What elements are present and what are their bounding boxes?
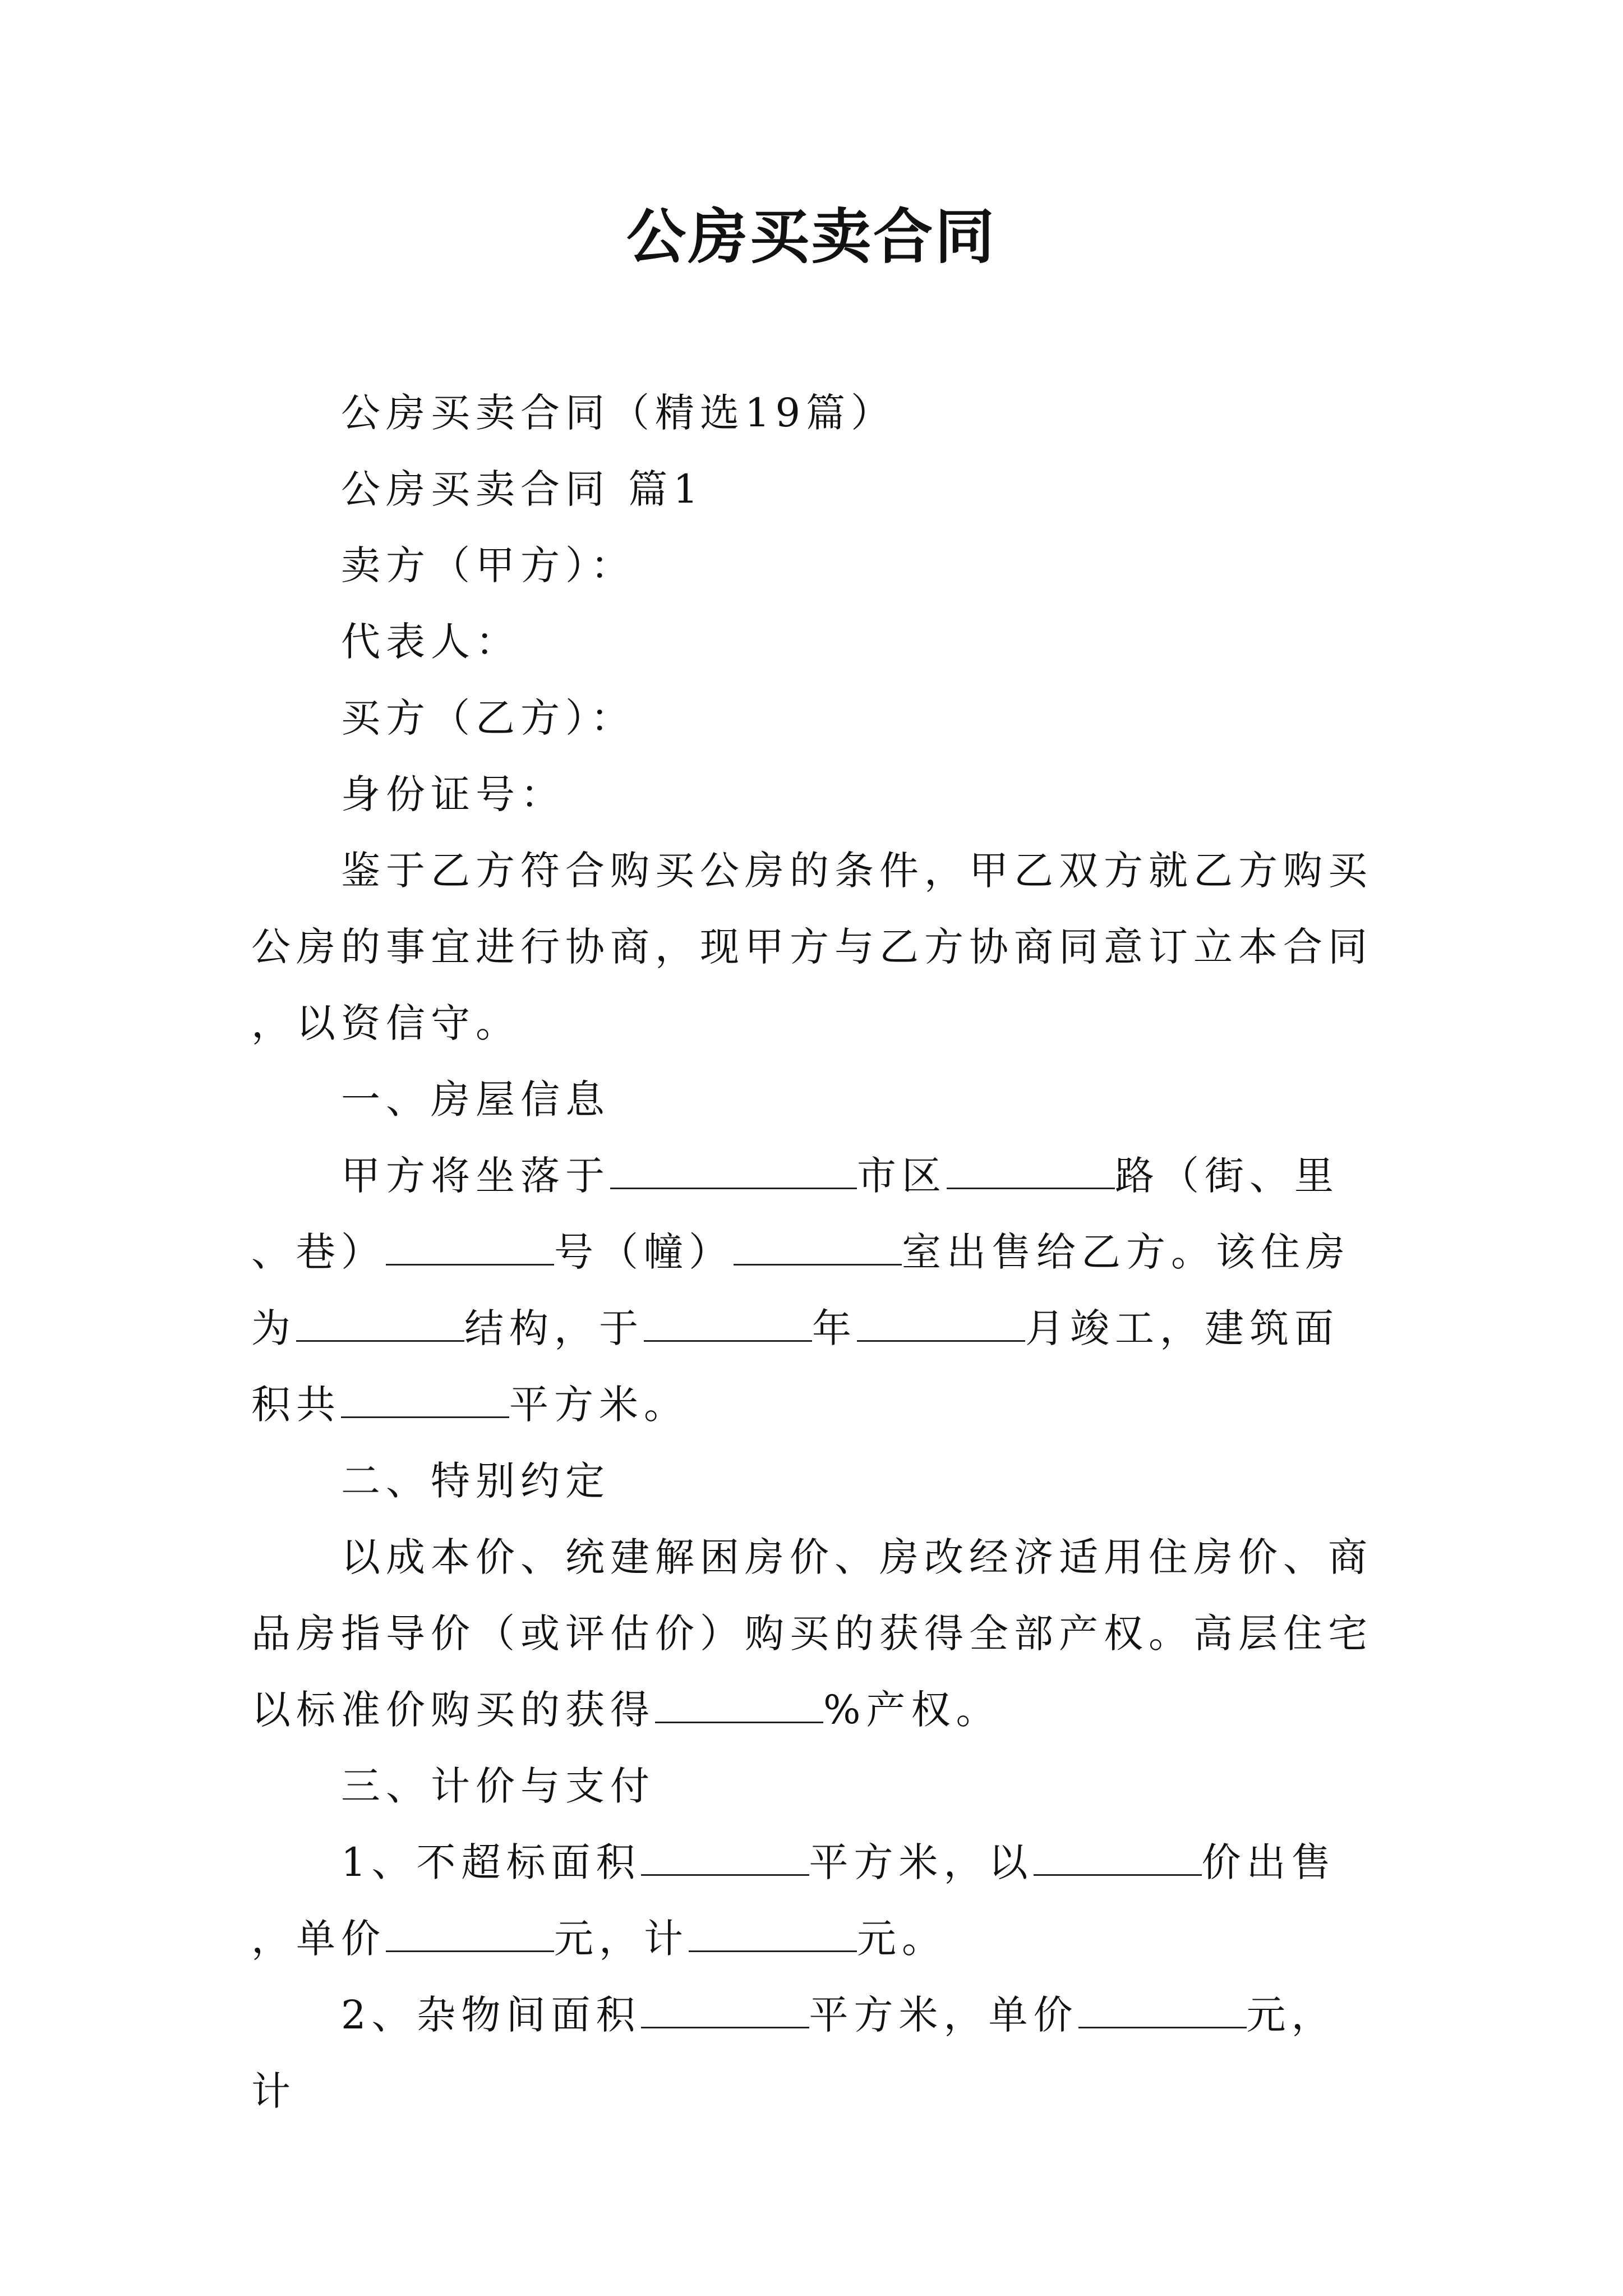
- heading-special-terms: 二、特别约定: [341, 1458, 610, 1504]
- blank-percent: [655, 1687, 823, 1723]
- pay1-text-3: 价出售，单价: [251, 1839, 1336, 1962]
- house-text-7: 年: [812, 1305, 857, 1351]
- blank-unit-price: [386, 1916, 554, 1952]
- special-text-1: 以成本价、统建解困房价、房改经济适用住房价、商品房指导价（或评估价）购买的获得全部产权。高层住宅以标准价购买的获得: [251, 1534, 1373, 1733]
- blank-road: [947, 1153, 1115, 1189]
- blank-area: [341, 1382, 509, 1418]
- pay2-text-1: 2、杂物间面积: [341, 1992, 641, 2038]
- blank-year: [644, 1305, 812, 1342]
- representative-label: 代表人：: [341, 619, 520, 665]
- pay1-text-5: 元。: [857, 1916, 947, 1962]
- preamble-paragraph: 鉴于乙方符合购买公房的条件，甲乙双方就乙方购买公房的事宜进行协商，现甲方与乙方协商同意订立本合同，以资信守。: [251, 848, 1373, 1046]
- house-text-1: 甲方将坐落于: [341, 1153, 610, 1199]
- special-terms-paragraph: [251, 1519, 1378, 1748]
- blank-month: [857, 1305, 1025, 1342]
- heading-pricing: 三、计价与支付: [341, 1763, 655, 1809]
- blank-storage-unit-price: [1078, 1992, 1247, 2028]
- blank-total: [689, 1916, 857, 1952]
- blank-structure: [296, 1305, 464, 1342]
- blank-standard-area: [641, 1839, 809, 1876]
- house-text-5: 室出售给乙方。该住房为: [251, 1229, 1350, 1351]
- blank-location: [610, 1153, 857, 1189]
- section-heading: 公房买卖合同 篇1: [341, 466, 704, 512]
- pay2-text-3: 元，计: [251, 1992, 1336, 2114]
- document-title: 公房买卖合同: [626, 201, 997, 272]
- document-body: [251, 375, 1378, 2129]
- house-text-6: 结构，于: [464, 1305, 644, 1351]
- seller-label: 卖方（甲方）：: [341, 542, 635, 588]
- house-text-3: 路（街、里、巷）: [251, 1153, 1339, 1275]
- blank-price-type: [1034, 1839, 1202, 1876]
- buyer-label: 买方（乙方）：: [341, 695, 635, 741]
- pricing-item-2: [251, 1977, 1378, 2129]
- pay2-text-2: 平方米，单价: [809, 1992, 1078, 2038]
- house-text-2: 市区: [857, 1153, 947, 1199]
- pricing-item-1: [251, 1824, 1378, 1977]
- id-number-label: 身份证号：: [341, 771, 565, 817]
- pay1-text-4: 元，计: [554, 1916, 689, 1962]
- blank-room: [734, 1229, 902, 1266]
- pay1-text-1: 1、不超标面积: [341, 1839, 641, 1885]
- special-text-2: %产权。: [823, 1687, 1001, 1733]
- pay1-text-2: 平方米，以: [809, 1839, 1034, 1885]
- house-text-4: 号（幢）: [554, 1229, 734, 1275]
- house-text-8: 月竣工，建筑面积共: [251, 1305, 1339, 1428]
- house-info-paragraph: [251, 1138, 1378, 1443]
- blank-storage-area: [641, 1992, 809, 2028]
- heading-house-info: 一、房屋信息: [341, 1076, 610, 1122]
- subtitle: 公房买卖合同（精选19篇）: [341, 390, 896, 436]
- blank-number: [386, 1229, 554, 1266]
- house-text-9: 平方米。: [509, 1382, 689, 1428]
